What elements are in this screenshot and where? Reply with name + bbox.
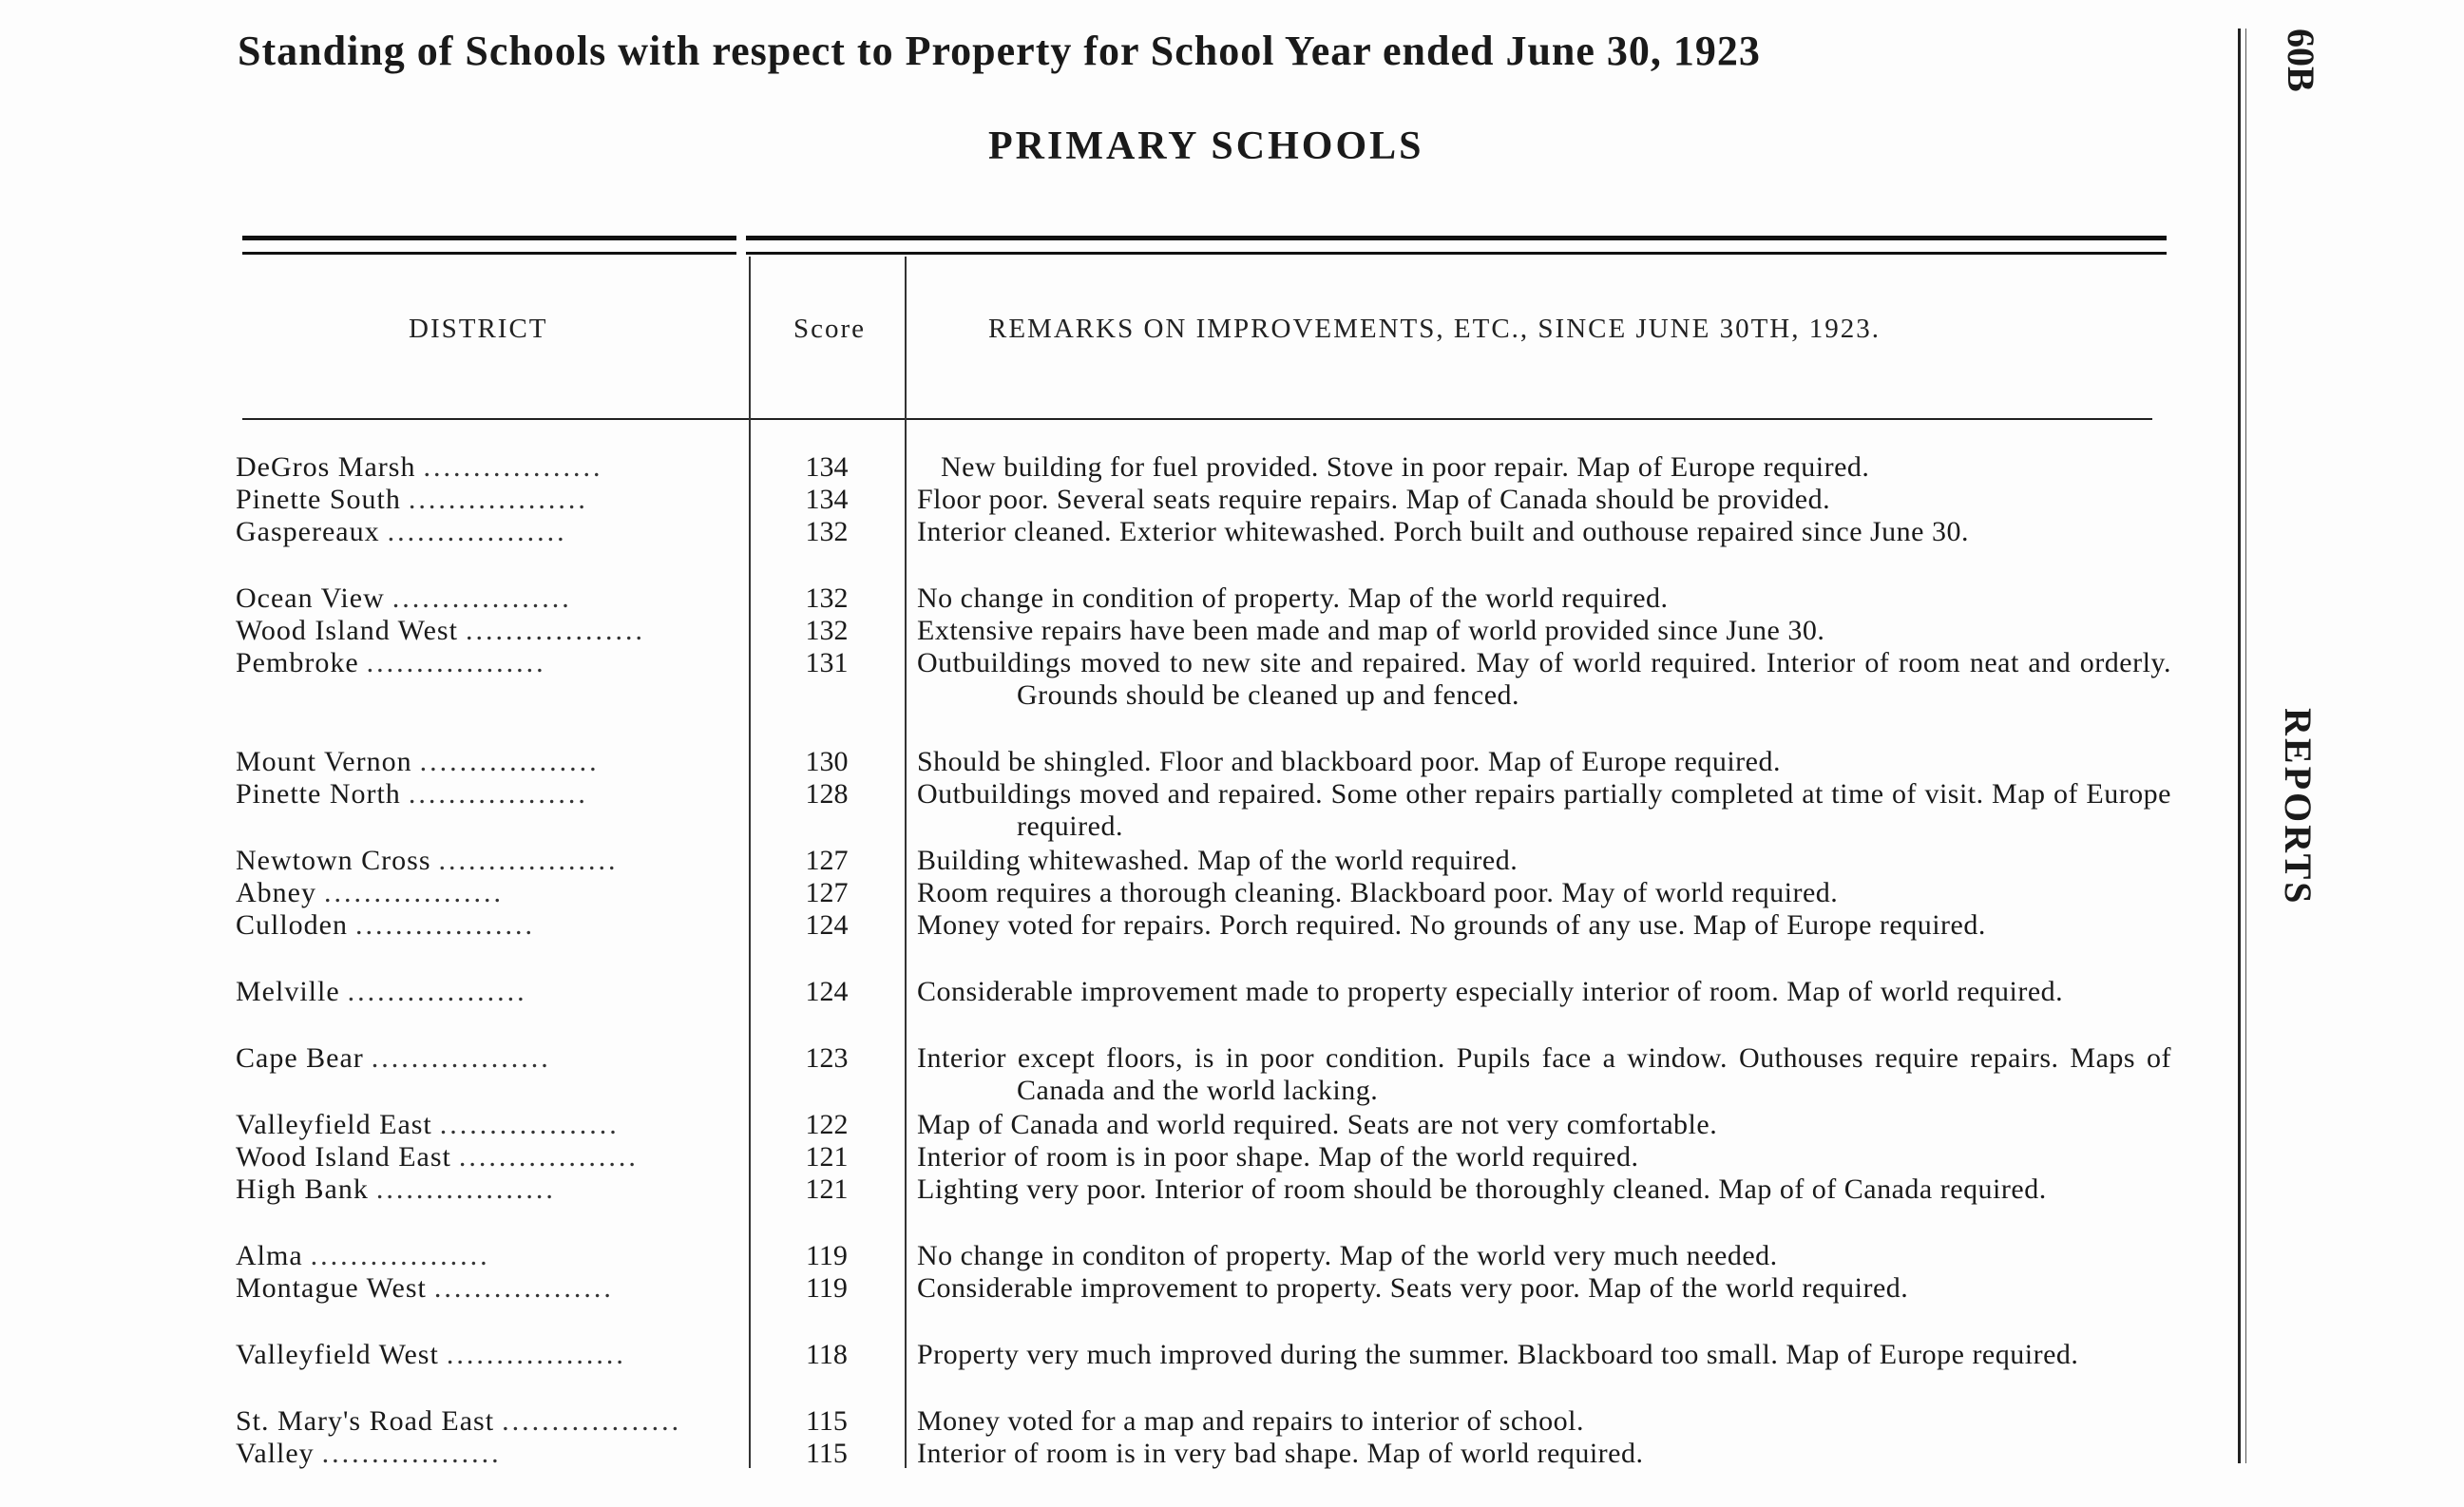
district-name (236, 909, 744, 942)
table-row (0, 976, 2186, 1042)
dot-leader: .................. (321, 1438, 502, 1469)
dot-leader: .................. (323, 877, 504, 908)
score-value: 119 (806, 1240, 848, 1271)
district-name (236, 1173, 744, 1206)
district-name (236, 516, 744, 548)
score-value: 115 (806, 1405, 848, 1437)
district-label: DeGros Marsh (236, 451, 416, 483)
district-name (236, 615, 744, 647)
table-row (0, 746, 2186, 778)
section-subtitle: PRIMARY SCHOOLS (988, 124, 1424, 168)
table-row (0, 877, 2186, 909)
margin-rule-thin (2245, 29, 2246, 1463)
district-label: Newtown Cross (236, 845, 431, 876)
score-value: 123 (805, 1042, 849, 1074)
district-label: Abney (236, 877, 316, 908)
score-value: 132 (805, 516, 849, 547)
district-label: Ocean View (236, 582, 385, 614)
dot-leader: .................. (366, 647, 546, 678)
dot-leader: .................. (502, 1405, 682, 1437)
district-label: Wood Island West (236, 615, 458, 646)
remarks-text: Considerable improvement made to property especially interior of room. Map of world required. (917, 976, 2064, 1007)
remarks-text: Considerable improvement to property. Seats very poor. Map of the world required. (917, 1272, 1909, 1304)
score-value: 122 (805, 1109, 849, 1140)
score-value: 121 (805, 1141, 849, 1173)
remarks-text: Floor poor. Several seats require repairs. Map of Canada should be provided. (917, 484, 1831, 515)
district-name (236, 582, 744, 615)
district-label: Wood Island East (236, 1141, 451, 1173)
dot-leader: .................. (392, 582, 572, 614)
table-row (0, 1042, 2186, 1109)
table-row (0, 1438, 2186, 1470)
score-value: 115 (806, 1438, 848, 1469)
column-header-remarks: REMARKS ON IMPROVEMENTS, ETC., SINCE JUNE 30TH, 1923. (988, 314, 1881, 344)
remarks-text: Outbuildings moved and repaired. Some other repairs partially completed at time of visit. Map of Europe required. (917, 778, 2171, 842)
score-value: 132 (805, 582, 849, 614)
table-top-rule-right (746, 236, 2167, 255)
district-label: St. Mary's Road East (236, 1405, 495, 1437)
table-row (0, 845, 2186, 877)
district-label: Valley (236, 1438, 315, 1469)
dot-leader: .................. (310, 1240, 490, 1271)
remarks-text: No change in conditon of property. Map of the world very much needed. (917, 1240, 1778, 1271)
remarks-text: Lighting very poor. Interior of room should be thoroughly cleaned. Map of of Canada required. (917, 1173, 2047, 1205)
table-row (0, 1272, 2186, 1339)
table-row (0, 1109, 2186, 1141)
district-label: Pinette North (236, 778, 401, 810)
page-number: 60B (2280, 29, 2322, 92)
district-label: Culloden (236, 909, 348, 941)
district-name (236, 746, 744, 778)
district-label: Gaspereaux (236, 516, 380, 547)
column-header-district: DISTRICT (409, 314, 548, 344)
score-value: 121 (805, 1173, 849, 1205)
district-name (236, 647, 744, 679)
table-row (0, 1173, 2186, 1240)
district-name (236, 1042, 744, 1075)
table-row (0, 647, 2186, 746)
table-row (0, 516, 2186, 582)
dot-leader: .................. (347, 976, 527, 1007)
header-bottom-rule (242, 418, 2152, 420)
remarks-text: Should be shingled. Floor and blackboard poor. Map of Europe required. (917, 746, 1781, 777)
dot-leader: .................. (433, 1272, 614, 1304)
score-value: 130 (805, 746, 849, 777)
dot-leader: .................. (375, 1173, 556, 1205)
remarks-text: Extensive repairs have been made and map of world provided since June 30. (917, 615, 1825, 646)
table-body (0, 451, 2186, 1470)
district-name (236, 484, 744, 516)
district-label: Montague West (236, 1272, 427, 1304)
score-value: 134 (805, 484, 849, 515)
district-label: Alma (236, 1240, 303, 1271)
side-label: REPORTS (2277, 708, 2320, 906)
district-name (236, 1141, 744, 1173)
remarks-text: Interior of room is in very bad shape. Map of world required. (917, 1438, 1644, 1469)
remarks-text: Interior except floors, is in poor condition. Pupils face a window. Outhouses require repairs. Maps of Canada and the world lacking. (917, 1042, 2171, 1106)
dot-leader: .................. (423, 451, 603, 483)
table-row (0, 1141, 2186, 1173)
remarks-text: Room requires a thorough cleaning. Blackboard poor. May of world required. (917, 877, 1839, 908)
score-value: 118 (806, 1339, 848, 1370)
district-label: Valleyfield West (236, 1339, 439, 1370)
table-row (0, 1339, 2186, 1405)
district-name (236, 1240, 744, 1272)
table-row (0, 451, 2186, 484)
dot-leader: .................. (419, 746, 600, 777)
district-name (236, 976, 744, 1008)
table-row (0, 909, 2186, 976)
remarks-text: Money voted for repairs. Porch required. No grounds of any use. Map of Europe required. (917, 909, 1986, 941)
district-label: Cape Bear (236, 1042, 364, 1074)
score-value: 127 (805, 845, 849, 876)
remarks-text: Interior cleaned. Exterior whitewashed. Porch built and outhouse repaired since June 30. (917, 516, 1969, 547)
district-label: High Bank (236, 1173, 369, 1205)
table-row (0, 484, 2186, 516)
dot-leader: .................. (355, 909, 535, 941)
dot-leader: .................. (458, 1141, 639, 1173)
remarks-text: Map of Canada and world required. Seats are not very comfortable. (917, 1109, 1718, 1140)
table-row (0, 1405, 2186, 1438)
district-label: Pembroke (236, 647, 359, 678)
district-label: Mount Vernon (236, 746, 412, 777)
district-name (236, 1405, 744, 1438)
table-row (0, 1240, 2186, 1272)
remarks-text: Interior of room is in poor shape. Map of the world required. (917, 1141, 1639, 1173)
margin-rule (2238, 29, 2241, 1463)
score-value: 134 (805, 451, 849, 483)
remarks-text: Property very much improved during the summer. Blackboard too small. Map of Europe required. (917, 1339, 2079, 1370)
score-value: 124 (805, 909, 849, 941)
dot-leader: .................. (408, 484, 588, 515)
remarks-text: Money voted for a map and repairs to interior of school. (917, 1405, 1584, 1437)
table-row (0, 778, 2186, 845)
district-name (236, 845, 744, 877)
district-label: Valleyfield East (236, 1109, 432, 1140)
table-top-rule-left (242, 236, 736, 255)
dot-leader: .................. (465, 615, 645, 646)
district-name (236, 1272, 744, 1305)
dot-leader: .................. (446, 1339, 626, 1370)
score-value: 132 (805, 615, 849, 646)
remarks-text: Outbuildings moved to new site and repaired. May of world required. Interior of room neat and orderly. Grounds should be cleaned up and fenced. (917, 647, 2171, 711)
dot-leader: .................. (371, 1042, 551, 1074)
district-name (236, 1339, 744, 1371)
district-name (236, 451, 744, 484)
page-title: Standing of Schools with respect to Property for School Year ended June 30, 1923 (238, 28, 1761, 74)
district-name (236, 778, 744, 811)
dot-leader: .................. (408, 778, 588, 810)
dot-leader: .................. (387, 516, 567, 547)
district-name (236, 1109, 744, 1141)
district-name (236, 877, 744, 909)
score-value: 119 (806, 1272, 848, 1304)
score-value: 127 (805, 877, 849, 908)
district-label: Melville (236, 976, 340, 1007)
table-row (0, 582, 2186, 615)
column-header-score: Score (793, 314, 867, 344)
score-value: 131 (805, 647, 849, 678)
remarks-text: New building for fuel provided. Stove in poor repair. Map of Europe required. (941, 451, 1870, 483)
remarks-text: No change in condition of property. Map of the world required. (917, 582, 1669, 614)
district-label: Pinette South (236, 484, 401, 515)
score-value: 124 (805, 976, 849, 1007)
dot-leader: .................. (439, 1109, 620, 1140)
score-value: 128 (805, 778, 849, 810)
district-name (236, 1438, 744, 1470)
dot-leader: .................. (438, 845, 619, 876)
table-row (0, 615, 2186, 647)
remarks-text: Building whitewashed. Map of the world required. (917, 845, 1519, 876)
